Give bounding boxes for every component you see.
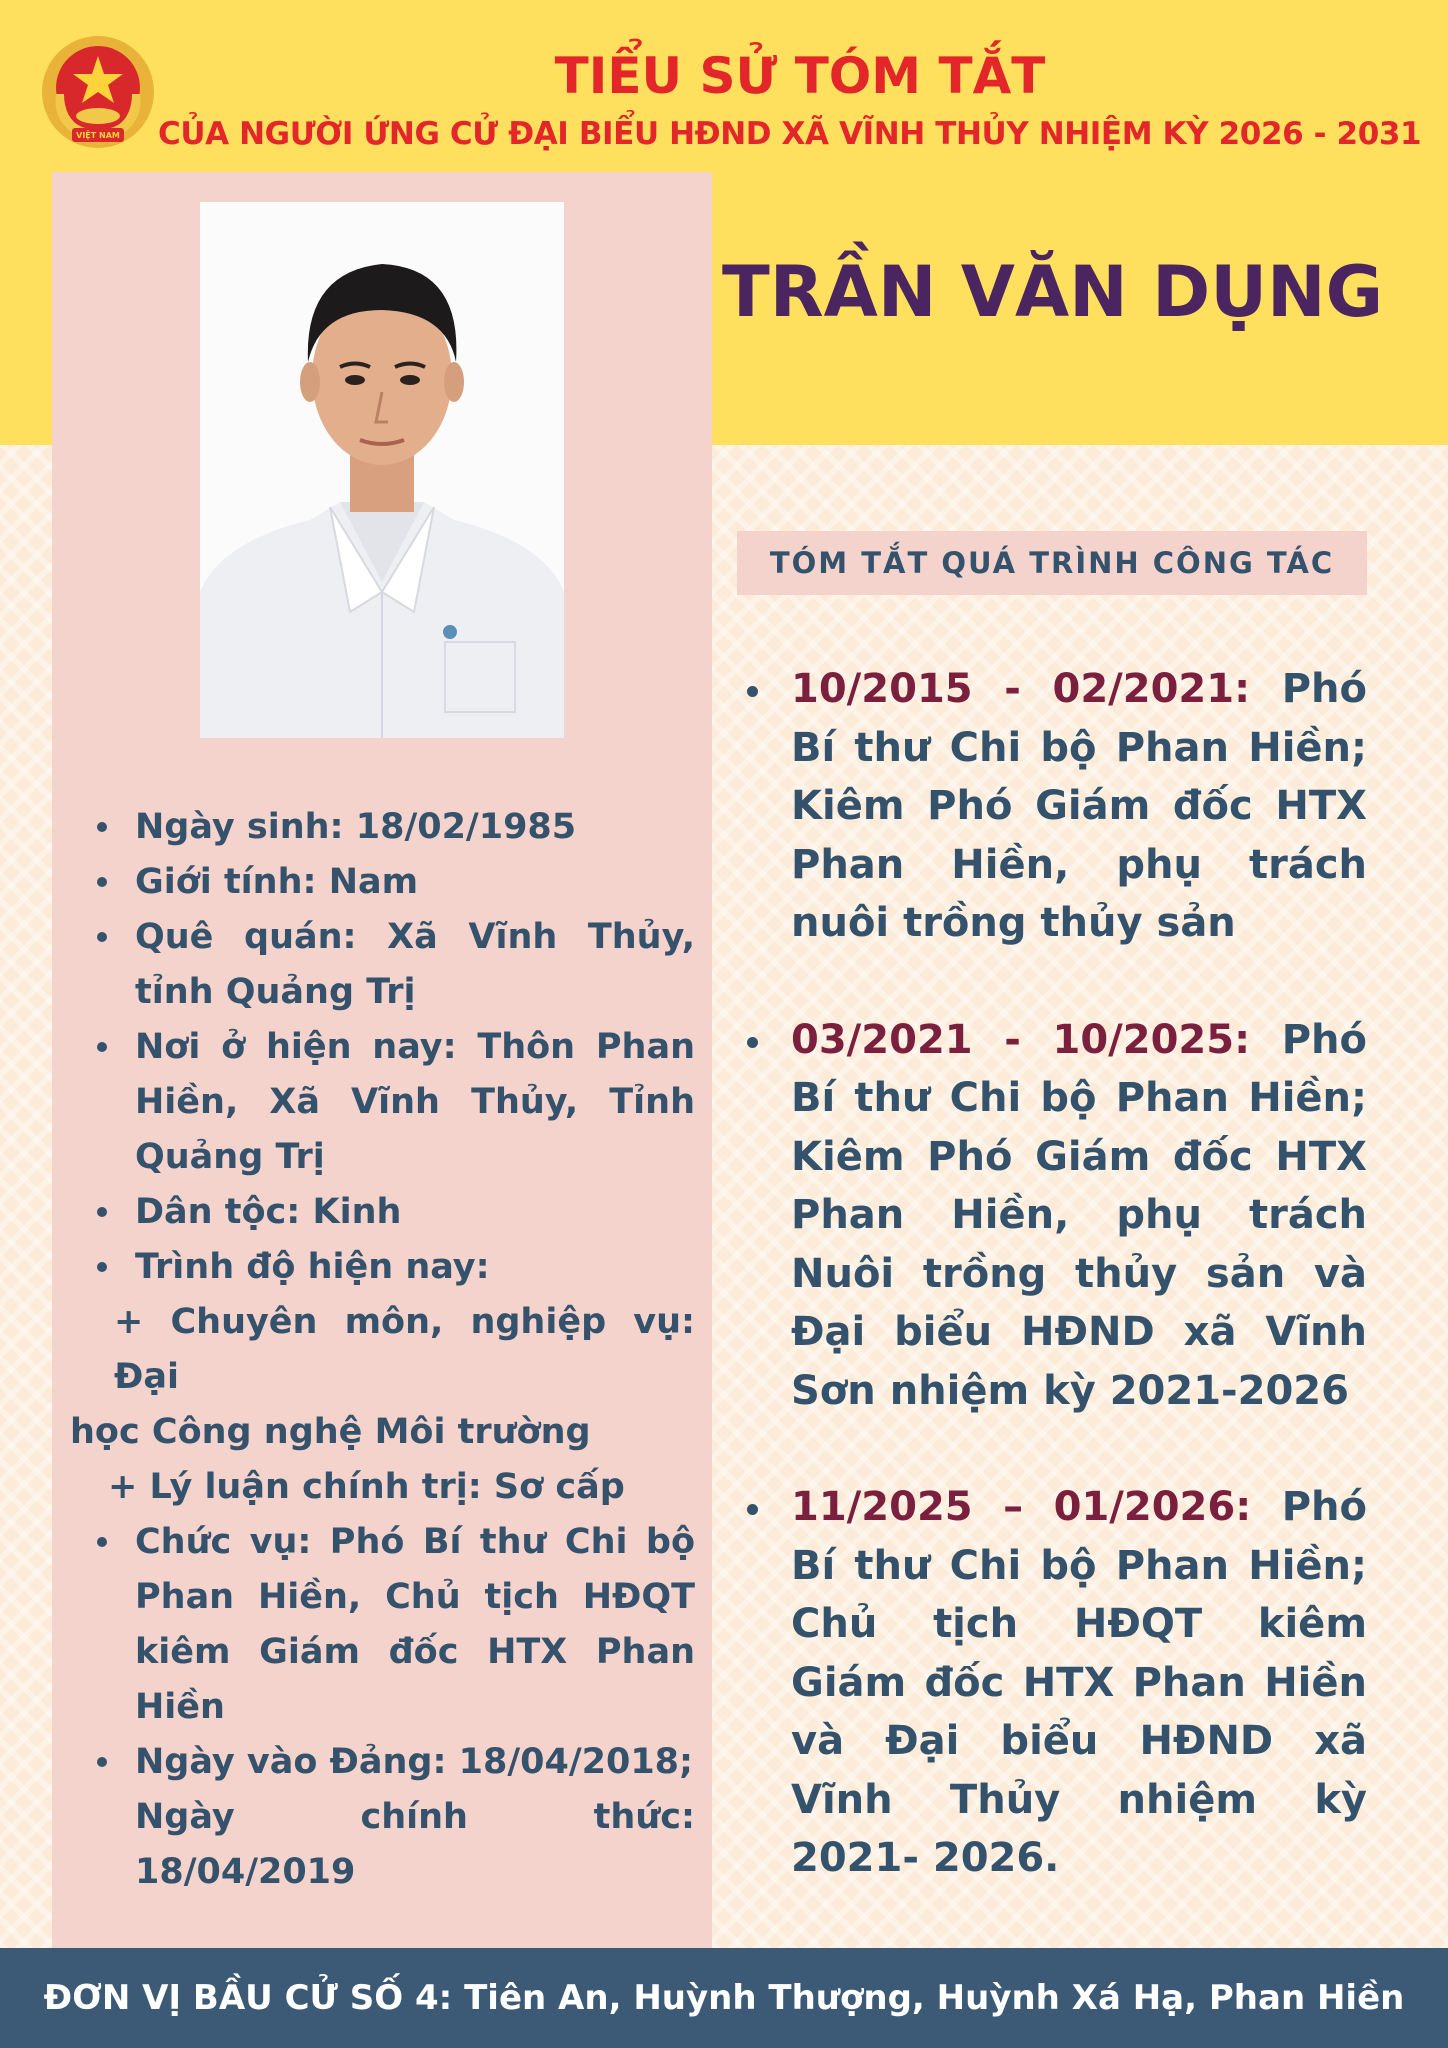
work-period: 10/2015 - 02/2021: (791, 666, 1282, 712)
info-hometown: Quê quán: Xã Vĩnh Thủy, tỉnh Quảng Trị (70, 910, 695, 1020)
national-emblem-icon (38, 32, 158, 152)
info-position: Chức vụ: Phó Bí thư Chi bộ Phan Hiền, Chủ tịch HĐQT kiêm Giám đốc HTX Phan Hiền (70, 1515, 695, 1735)
page-subtitle: CỦA NGƯỜI ỨNG CỬ ĐẠI BIỂU HĐND XÃ VĨNH THỦY NHIỆM KỲ 2026 - 2031 (158, 116, 1422, 152)
emblem-text: VIỆT NAM (76, 131, 120, 140)
work-item (737, 1478, 1367, 1888)
info-ethnicity: Dân tộc: Kinh (70, 1185, 695, 1240)
personal-info-list (70, 800, 695, 1900)
work-description: Phó Bí thư Chi bộ Phan Hiền; Chủ tịch HĐQT kiêm Giám đốc HTX Phan Hiền và Đại biểu HĐND xã Vĩnh Thủy nhiệm kỳ 2021- 2026. (791, 1484, 1367, 1881)
work-item (737, 660, 1367, 953)
portrait-image (200, 202, 564, 738)
info-gender: Giới tính: Nam (70, 855, 695, 910)
work-period: 11/2025 – 01/2026: (791, 1484, 1282, 1530)
info-education-heading: Trình độ hiện nay: (70, 1240, 695, 1295)
info-political: + Lý luận chính trị: Sơ cấp (108, 1467, 625, 1507)
info-birth: Ngày sinh: 18/02/1985 (70, 800, 695, 855)
info-specialty (70, 1295, 695, 1460)
candidate-photo (200, 202, 564, 738)
info-party (70, 1735, 695, 1900)
work-history-list (737, 660, 1367, 1888)
work-period: 03/2021 - 10/2025: (791, 1016, 1282, 1063)
work-description: Phó Bí thư Chi bộ Phan Hiền; Kiêm Phó Giám đốc HTX Phan Hiền, phụ trách Nuôi trồng thủy sản và Đại biểu HĐND xã Vĩnh Sơn nhiệm kỳ 2021-2026 (791, 1016, 1367, 1414)
work-description: Phó Bí thư Chi bộ Phan Hiền; Kiêm Phó Giám đốc HTX Phan Hiền, phụ trách nuôi trồng thủy sản (791, 666, 1367, 946)
work-history-heading: TÓM TẮT QUÁ TRÌNH CÔNG TÁC (737, 531, 1367, 595)
info-party-official: Ngày chính thức: 18/04/2019 (135, 1797, 695, 1892)
info-residence: Nơi ở hiện nay: Thôn Phan Hiền, Xã Vĩnh Thủy, Tỉnh Quảng Trị (70, 1020, 695, 1185)
candidate-name: TRẦN VĂN DỤNG (722, 251, 1384, 333)
work-item (737, 1011, 1367, 1421)
info-specialty-line1: + Chuyên môn, nghiệp vụ: Đại (114, 1302, 695, 1397)
info-party-join: Ngày vào Đảng: 18/04/2018; (135, 1742, 694, 1782)
info-specialty-line2: học Công nghệ Môi trường (70, 1412, 591, 1452)
page-title: TIỂU SỬ TÓM TẮT (554, 47, 1046, 105)
footer-electoral-unit: ĐƠN VỊ BẦU CỬ SỐ 4: Tiên An, Huỳnh Thượng, Huỳnh Xá Hạ, Phan Hiền (0, 1948, 1448, 2048)
